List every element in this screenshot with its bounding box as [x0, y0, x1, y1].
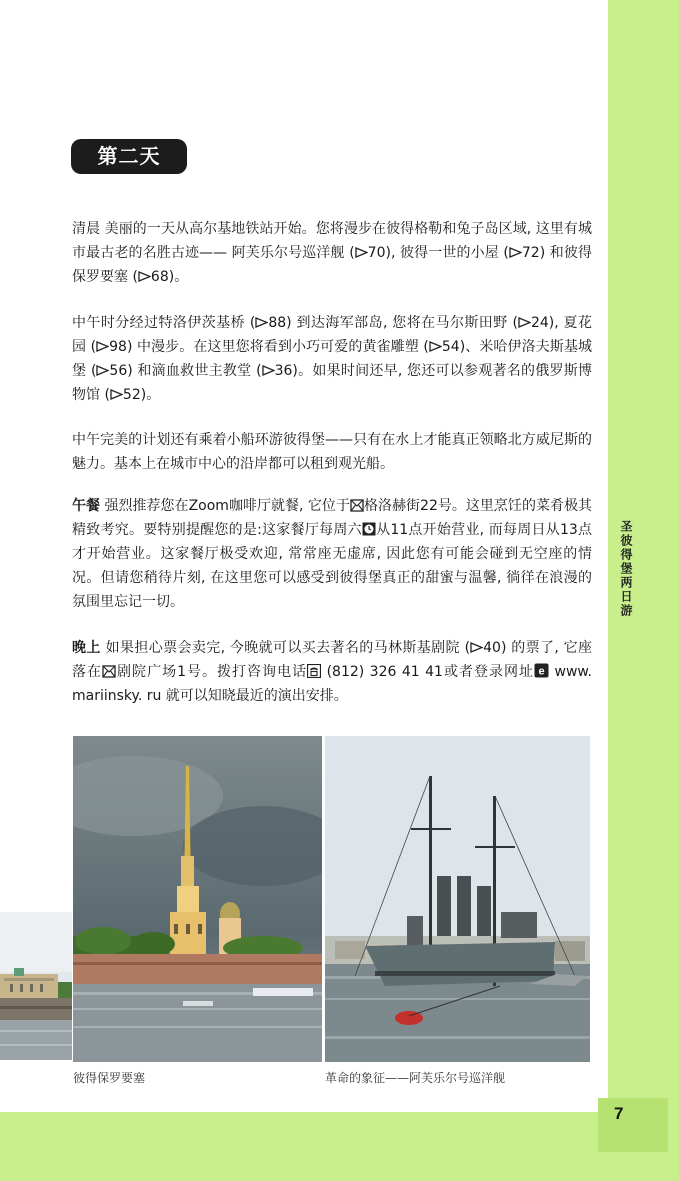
caption-right: 革命的象征——阿芙乐尔号巡洋舰 [325, 1071, 506, 1085]
web-icon [534, 664, 549, 680]
arrow-ref-icon [509, 245, 522, 261]
arrow-ref-icon [355, 245, 368, 261]
page-ref[interactable]: 70 [367, 245, 386, 261]
bottom-band [0, 1112, 679, 1181]
text-run: ) 到达海军部岛, 您将在马尔斯田野 ( [286, 315, 518, 331]
lunch-label: 午餐 [72, 498, 101, 514]
text-run: 强烈推荐您在Zoom咖啡厅就餐, 它位于 [100, 498, 350, 514]
arrow-ref-icon [255, 315, 268, 331]
text-run: 从11点开始营业, 而每周日从13点才开始营业。这家餐厅极受欢迎, 常常座无虚席, 因此您有可能会碰到无空座的情况。但请您稍待片刻, 在这里您可以感受到彼得堡真正的甜蜜与温馨, 徜徉在浪漫的氛围里忘记一切。 [72, 522, 593, 610]
arrow-ref-icon [96, 339, 109, 355]
paragraph-morning [72, 217, 592, 289]
arrow-ref-icon [262, 363, 275, 379]
page-ref[interactable]: 40 [483, 640, 501, 656]
page-ref[interactable]: 72 [521, 245, 540, 261]
text-run: 清晨 美丽的一天从高尔基地铁站开始。您将漫步在彼得格勒和兔子岛区域, 这里有城市最古老的名胜古迹—— 阿芙乐尔号巡洋舰 ( [72, 221, 592, 261]
text-run: www. mariinsky. ru 就可以知晓最近的演出安排。 [72, 664, 593, 704]
text-run: ), 彼得一世的小屋 ( [385, 245, 509, 261]
text-run: ) 中漫步。在这里您将看到小巧可爱的黄雀雕塑 ( [126, 339, 429, 355]
paragraph-lunch [72, 494, 592, 614]
photo-peter-paul-fortress [73, 736, 322, 1062]
arrow-ref-icon [518, 315, 531, 331]
edge-photo-city-skyline [0, 912, 72, 1060]
caption-left: 彼得保罗要塞 [73, 1071, 146, 1085]
text-run: )。 [168, 269, 189, 285]
text-run: ) 和彼得保罗要塞 ( [72, 245, 592, 285]
side-section-title: 圣彼得堡两日游 [619, 520, 633, 618]
arrow-ref-icon [429, 339, 442, 355]
text-run: )。 [140, 387, 161, 403]
text-run: ), 夏花园 ( [72, 315, 592, 355]
text-run: ) 的票了, 它座落在 [72, 640, 593, 680]
photo-aurora-cruiser [325, 736, 590, 1062]
text-run: ) 和滴血救世主教堂 ( [127, 363, 262, 379]
mail-icon [102, 664, 116, 680]
text-run: 剧院广场1号。拨打咨询电话 [116, 664, 308, 680]
text-run: 如果担心票会卖完, 今晚就可以买去著名的马林斯基剧院 ( [100, 640, 471, 656]
evening-label: 晚上 [72, 640, 101, 656]
page-ref[interactable]: 36 [274, 363, 293, 379]
page-number-box [598, 1098, 668, 1152]
arrow-ref-icon [96, 363, 109, 379]
page-ref[interactable]: 56 [109, 363, 128, 379]
text-run: 格洛赫街22号。这里烹饪的菜肴极其精致考究。要特别提醒您的是:这家餐厅每周六 [72, 498, 592, 538]
svg-text:e: e [538, 665, 545, 678]
arrow-ref-icon [110, 387, 123, 403]
page-ref[interactable]: 24 [530, 315, 549, 331]
page-ref[interactable]: 88 [268, 315, 287, 331]
text-run: (812) 326 41 41或者登录网址 [321, 664, 535, 680]
page-ref[interactable]: 54 [441, 339, 460, 355]
paragraph-evening [72, 636, 592, 708]
day-heading: 第二天 [71, 139, 187, 174]
arrow-ref-icon [138, 269, 151, 285]
text-run: 中午时分经过特洛伊茨基桥 ( [72, 315, 256, 331]
mail-icon [350, 498, 364, 514]
clock-icon [362, 522, 376, 538]
phone-icon [307, 664, 321, 680]
text-run: )、米哈伊洛夫斯基城堡 ( [72, 339, 593, 379]
arrow-ref-icon [470, 640, 483, 656]
paragraph-noon [72, 311, 592, 407]
page-ref[interactable]: 98 [109, 339, 127, 355]
page-ref[interactable]: 52 [122, 387, 141, 403]
text-run: )。如果时间还早, 您还可以参观著名的俄罗斯博物馆 ( [72, 363, 592, 403]
page-number: 7 [614, 1104, 624, 1123]
page-ref[interactable]: 68 [150, 269, 169, 285]
paragraph-boat: 中午完美的计划还有乘着小船环游彼得堡——只有在水上才能真正领略北方威尼斯的魅力。基本上在城市中心的沿岸都可以租到观光船。 [72, 432, 592, 472]
